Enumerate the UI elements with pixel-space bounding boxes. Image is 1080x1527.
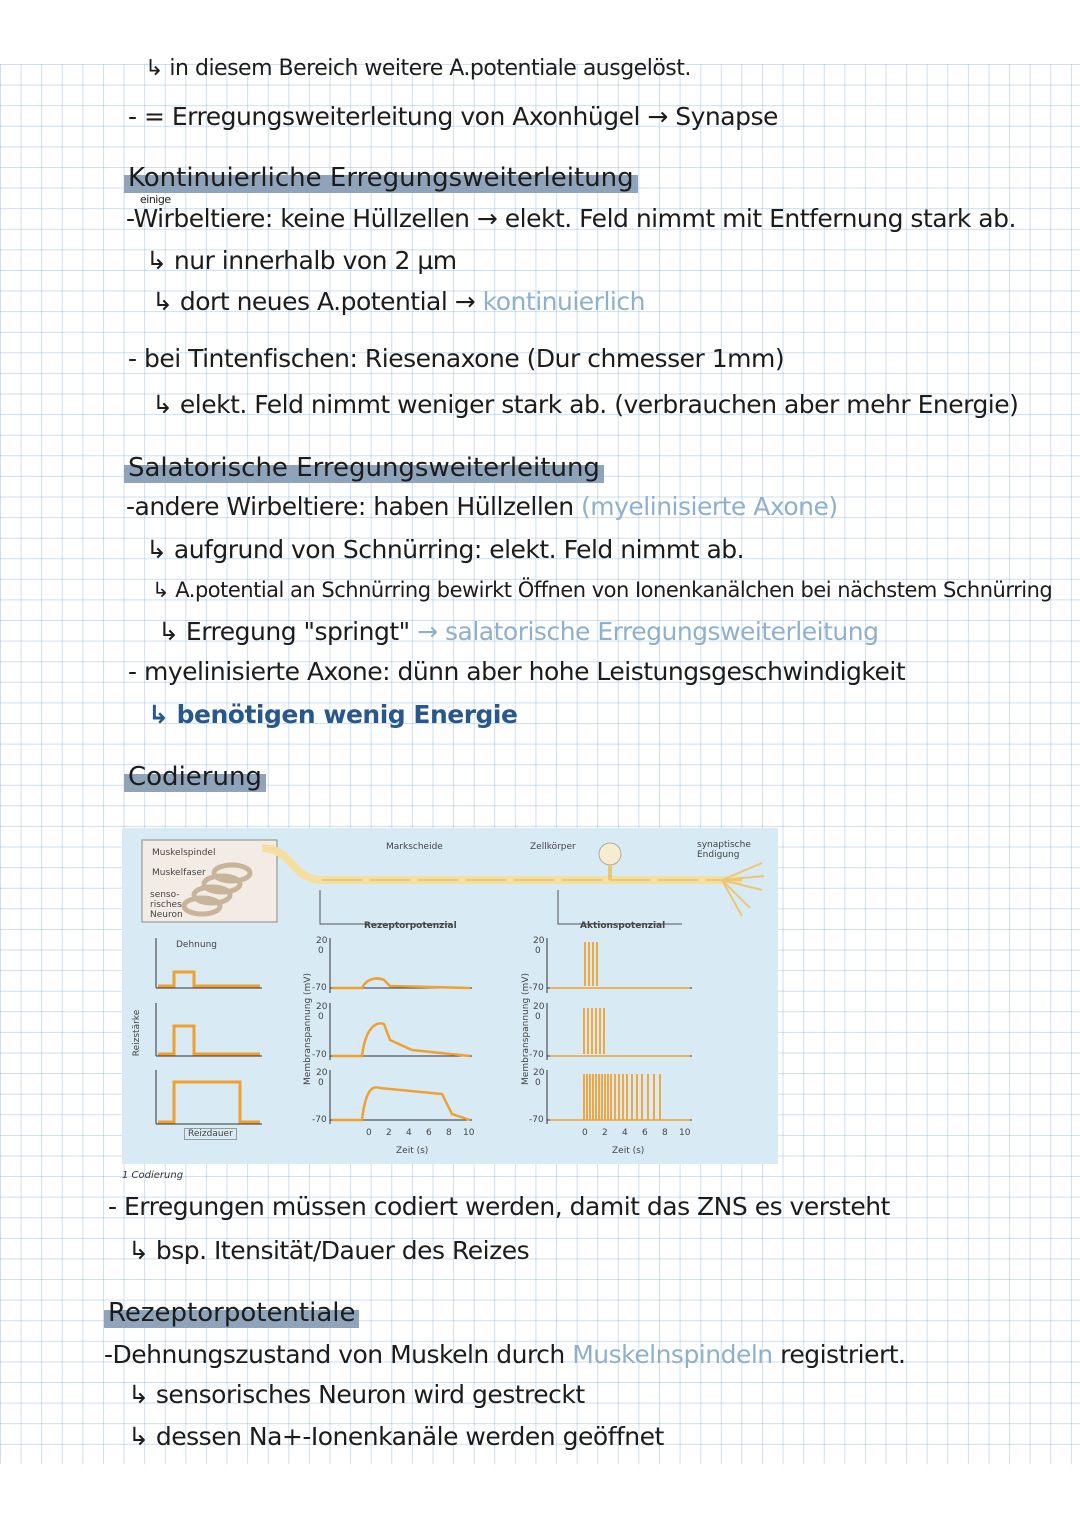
line-17: ↳ sensorisches Neuron wird gestreckt [128,1380,585,1409]
line-6: - bei Tintenfischen: Riesenaxone (Dur chmesser 1mm) [128,344,785,373]
ytick-20-c: 20 [316,1068,328,1078]
line-10: ↳ A.potential an Schnürring bewirkt Öffnen von Ionenkanälchen bei nächstem Schnürring [152,578,1053,602]
ytick-0-f: 0 [535,1078,541,1088]
xlabel-zeit-2: Zeit (s) [612,1146,645,1156]
label-reizstaerke: Reizstärke [132,1009,143,1057]
label-muskelfaser: Muskelfaser [152,868,206,878]
stimulus-axes [156,938,262,1124]
xtick-akt-6: 6 [642,1128,648,1138]
line-11-text: ↳ Erregung "springt" [158,617,410,646]
line-2: - = Erregungsweiterleitung von Axonhügel → Synapse [128,102,778,131]
ytick-20-d: 20 [533,936,545,946]
label-reizdauer: Reizdauer [184,1128,237,1140]
line-16-text: -Dehnungszustand von Muskeln durch [104,1340,565,1369]
line-18: ↳ dessen Na+-Ionenkanäle werden geöffnet [128,1422,664,1451]
ytick-20-f: 20 [533,1068,545,1078]
xtick-rez-10: 10 [463,1128,475,1138]
line-16-highlight: Muskelnspindeln [572,1340,773,1369]
figure-svg [122,828,778,1164]
label-dehnung: Dehnung [176,940,217,950]
rezeptor-traces [332,978,470,1120]
line-11-highlight: → salatorische Erregungsweiterleitung [417,617,879,646]
label-muskelspindel: Muskelspindel [152,848,216,858]
ytick-0-c: 0 [318,1078,324,1088]
ytick-m70-a: -70 [312,983,327,993]
codierung-figure [122,828,778,1164]
line-16-end: registriert. [780,1340,906,1369]
line-5 [152,287,645,316]
label-senso: senso- [150,890,180,900]
ytick-m70-f: -70 [529,1115,544,1125]
ytick-m70-c: -70 [312,1115,327,1125]
line-5-highlight: kontinuierlich [482,287,645,316]
ytick-0-b: 0 [318,1012,324,1022]
line-5-text: ↳ dort neues A.potential → [152,287,476,316]
line-12: - myelinisierte Axone: dünn aber hohe Leistungsgeschwindigkeit [128,657,906,686]
ytick-0-a: 0 [318,946,324,956]
axon-line [262,848,742,880]
figure-caption: 1 Codierung [122,1170,184,1181]
label-aktionspotenzial: Aktionspotenzial [580,921,666,931]
ytick-m70-b: -70 [312,1050,327,1060]
label-markscheide: Markscheide [386,842,443,852]
xtick-rez-0: 0 [366,1128,372,1138]
label-rezeptorpotenzial: Rezeptorpotenzial [364,921,457,931]
label-membranspannung-1: Membranspannung (mV) [302,973,313,1085]
stimulus-traces [158,972,260,1122]
xtick-akt-4: 4 [622,1128,628,1138]
xtick-rez-8: 8 [446,1128,452,1138]
ytick-m70-d: -70 [529,983,544,993]
line-7: ↳ elekt. Feld nimmt weniger stark ab. (verbrauchen aber mehr Energie) [152,390,1019,419]
line-14: - Erregungen müssen codiert werden, damit das ZNS es versteht [108,1192,890,1221]
xtick-akt-8: 8 [662,1128,668,1138]
ytick-20-b: 20 [316,1002,328,1012]
ytick-m70-e: -70 [529,1050,544,1060]
line-3: -Wirbeltiere: keine Hüllzellen → elekt. Feld nimmt mit Entfernung stark ab. [126,204,1016,233]
line-8-highlight: (myelinisierte Axone) [581,492,838,521]
heading-rezeptorpotentiale: Rezeptorpotentiale [104,1298,359,1328]
line-15: ↳ bsp. Itensität/Dauer des Reizes [128,1236,530,1265]
xtick-akt-2: 2 [602,1128,608,1138]
line-8-text: -andere Wirbeltiere: haben Hüllzellen [126,492,574,521]
label-membranspannung-2: Membranspannung (mV) [520,973,531,1085]
xtick-rez-6: 6 [426,1128,432,1138]
label-synaptische: synaptische [697,840,751,850]
rezeptor-axes [330,938,472,1124]
zellkoerper [599,843,621,865]
ytick-20-e: 20 [533,1002,545,1012]
heading-salatorisch: Salatorische Erregungsweiterleitung [124,453,604,483]
line-16 [104,1340,906,1369]
xtick-rez-4: 4 [406,1128,412,1138]
label-zellkoerper: Zellkörper [530,842,576,852]
line-13: ↳ benötigen wenig Energie [148,700,518,729]
heading-codierung: Codierung [124,762,266,792]
xtick-akt-10: 10 [679,1128,691,1138]
line-4: ↳ nur innerhalb von 2 µm [146,246,457,275]
label-neuron: Neuron [150,910,183,920]
bracket-aktion [558,890,682,924]
ytick-0-d: 0 [535,946,541,956]
heading-kontinuierlich: Kontinuierliche Erregungsweiterleitung [124,163,638,193]
line-1: ↳ in diesem Bereich weitere A.potentiale ausgelöst. [145,56,691,81]
label-endigung: Endigung [697,850,740,860]
line-9: ↳ aufgrund von Schnürring: elekt. Feld nimmt ab. [146,535,745,564]
label-risches: risches [150,900,182,910]
synapse-endings [722,863,764,916]
xlabel-zeit-1: Zeit (s) [396,1146,429,1156]
line-einige: einige [140,193,171,206]
aktion-spikes [584,942,660,1120]
ytick-20-a: 20 [316,936,328,946]
line-8 [126,492,838,521]
xtick-akt-0: 0 [582,1128,588,1138]
ytick-0-e: 0 [535,1012,541,1022]
bracket-rezeptor [320,890,452,924]
line-11 [158,617,878,646]
xtick-rez-2: 2 [386,1128,392,1138]
